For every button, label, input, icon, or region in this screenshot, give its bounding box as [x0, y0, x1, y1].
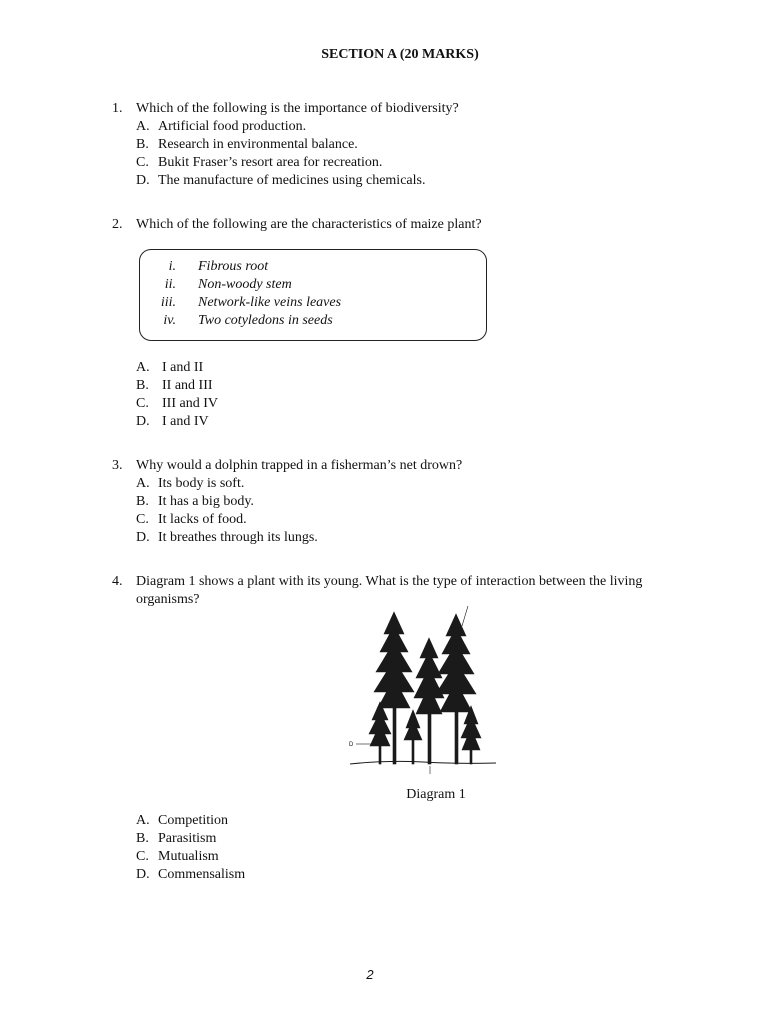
- option-list: [136, 812, 702, 884]
- option-c: C. Mutualism: [136, 849, 219, 864]
- option-a: A. I and II: [136, 360, 204, 375]
- statement-iv: iv. Two cotyledons in seeds: [163, 313, 333, 328]
- question-2: [112, 216, 702, 234]
- option-b: B. II and III: [136, 378, 213, 393]
- statement-i: i. Fibrous root: [168, 259, 269, 274]
- option-b: B. It has a big body.: [136, 494, 254, 509]
- statements-box: [139, 249, 487, 341]
- question-number: 2.: [112, 217, 123, 232]
- question-2-options: [112, 359, 702, 431]
- question-text: Diagram 1 shows a plant with its young. What is the type of interaction between the living organisms?: [136, 574, 643, 607]
- statement-iii: iii. Network-like veins leaves: [160, 295, 342, 310]
- diagram-caption: Diagram 1: [406, 787, 466, 802]
- option-d: D. I and IV: [136, 414, 209, 429]
- question-number: 1.: [112, 101, 123, 116]
- diagram-trees-illustration: [348, 604, 498, 776]
- option-c: C. III and IV: [136, 396, 218, 411]
- svg-text:D: D: [349, 742, 354, 748]
- page-number: 2: [366, 967, 374, 982]
- question-3: [112, 457, 702, 547]
- option-d: D. It breathes through its lungs.: [136, 530, 318, 545]
- option-a: A. Its body is soft.: [136, 476, 245, 491]
- option-c: C. It lacks of food.: [136, 512, 247, 527]
- option-list: [136, 118, 702, 190]
- option-c: C. Bukit Fraser’s resort area for recreation.: [136, 155, 383, 170]
- option-a: A. Competition: [136, 813, 228, 828]
- question-text: Which of the following are the characteristics of maize plant?: [136, 217, 482, 232]
- statement-ii: ii. Non-woody stem: [164, 277, 292, 292]
- option-list: [136, 475, 702, 547]
- question-text: Why would a dolphin trapped in a fisherman’s net drown?: [136, 458, 463, 473]
- option-d: D. Commensalism: [136, 867, 246, 882]
- question-number: 3.: [112, 458, 123, 473]
- question-4-options: [112, 812, 702, 884]
- question-text: Which of the following is the importance of biodiversity?: [136, 101, 459, 116]
- option-b: B. Parasitism: [136, 831, 217, 846]
- option-d: D. The manufacture of medicines using chemicals.: [136, 173, 426, 188]
- section-title: SECTION A (20 MARKS): [321, 47, 479, 62]
- option-b: B. Research in environmental balance.: [136, 137, 358, 152]
- option-list: [136, 359, 702, 431]
- question-number: 4.: [112, 574, 123, 589]
- question-1: [112, 100, 702, 190]
- option-a: A. Artificial food production.: [136, 119, 307, 134]
